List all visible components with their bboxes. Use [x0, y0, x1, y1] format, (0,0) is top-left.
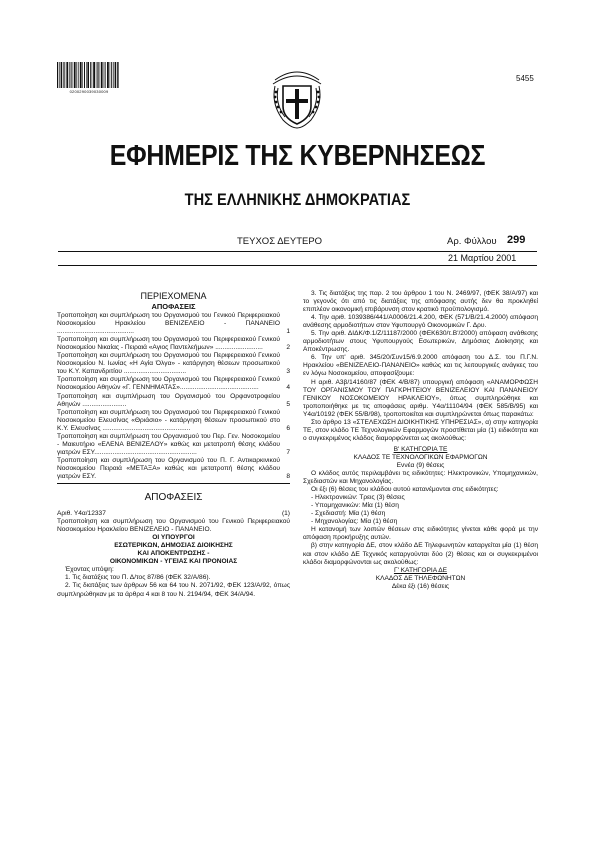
body-paragraph: Ο κλάδος αυτός περιλαμβάνει τις ειδικότητες: Ηλεκτρονικών, Υπομηχανικών, Σχεδιαστών και Μηχανολογίας. — [303, 470, 538, 486]
toc-item[interactable]: Τροποποίηση και συμπλήρωση του Οργανισμού του Π. Γ. Αντικαρκινικού Νοσοκομείου Πειραιά «ΜΕΤΑΞΑ» καθώς και μετατροπή θέσης κλάδου γιατρών ΕΣΥ. 8 — [57, 456, 290, 480]
issue-type: ΤΕΥΧΟΣ ΔΕΥΤΕΡΟ — [237, 236, 323, 247]
body-paragraph: Οι έξι (6) θέσεις του κλάδου αυτού κατανέμονται στις ειδικότητες: — [311, 486, 499, 494]
toc-heading: ΠΕΡΙΕΧΟΜΕΝΑ — [140, 291, 207, 301]
body-paragraph: 3. Τις διατάξεις της παρ. 2 του άρθρου 1 του Ν. 2469/97, (ΦΕΚ 38/Α/97) και το γεγονός ότι από τις διατάξεις της απόφασης αυτής δεν θα προκληθεί επιπλέον οικονομική επιβάρυνση στον κρατικό προϋπολογισμό. — [303, 290, 538, 314]
toc-item[interactable]: Τροποποίηση και συμπλήρωση του Οργανισμού του Περιφερειακού Γενικού Νοσοκομείου Ν. Ιωνίας «Η Αγία Όλγα» - κατάργηση θέσεων προσωπικού του Κ.Υ. Καπανδριτίου .................................. 3 — [57, 352, 290, 376]
positions-count: Δέκα έξι (16) θέσεις — [391, 582, 450, 590]
decision-ref: (1) — [281, 510, 290, 518]
having-in-mind: Έχοντας υπόψη: — [65, 566, 114, 574]
ministers-line: ΕΣΩΤΕΡΙΚΩΝ, ΔΗΜΟΣΙΑΣ ΔΙΟΙΚΗΣΗΣ — [114, 542, 233, 550]
barcode — [57, 62, 119, 88]
branch-heading: ΚΛΑΔΟΣ ΔΕ ΤΗΛΕΦΩΝΗΤΩΝ — [375, 574, 466, 582]
body-paragraph: 4. Την αριθ. 1039386/441/Α0006/21.4.200, ΦΕΚ (571/Β/21.4.2000) απόφαση ανάθεσης αρμοδιοτήτων στον Υφυπουργό Οικονομικών Γ. Δρυ. — [303, 314, 538, 330]
toc-page: 4 — [286, 384, 290, 392]
body-paragraph: 5. Την αριθ. ΔΙΔΚ/Φ.1/Ζ/11187/2000 (ΦΕΚ630/τ.Β'/2000) απόφαση ανάθεσης αρμοδιοτήτων στους Υφυπουργούς Εσωτερικών, Δημόσιας Διοίκησης και Αποκέντρωσης. — [303, 330, 538, 354]
greek-coat-of-arms-emblem — [269, 66, 325, 130]
decisions-heading: ΑΠΟΦΑΣΕΙΣ — [144, 492, 203, 504]
toc-page: 1 — [286, 328, 290, 336]
header-rule-lower — [58, 265, 537, 266]
issue-date: 21 Μαρτίου 2001 — [448, 253, 517, 263]
toc-page: 8 — [286, 472, 290, 480]
toc-list — [57, 312, 290, 481]
ministers-line: ΟΙ ΥΠΟΥΡΓΟΙ — [152, 534, 195, 542]
body-paragraph: Η αριθ. Α3β/14160/87 (ΦΕΚ 4/Β/87) υπουργική απόφαση «ΑΝΑΜΟΡΦΩΣΗ ΤΟΥ ΟΡΓΑΝΙΣΜΟΥ ΤΟΥ ΠΑΓΚΡΗΤΕΙΟΥ ΒΕΝΙΖΕΛΕΙΟΥ ΚΑΙ ΠΑΝΑΝΕΙΟΥ ΓΕΝΙΚΟΥ ΝΟΣΟΚΟΜΕΙΟΥ ΗΡΑΚΛΕΙΟΥ», όπως συμπληρώθηκε και τροποποιήθηκε με τις αποφάσεις αριθμ. Υ4α/11104/94 (ΦΕΚ 585/Β/95) και Υ4α/10192 (ΦΕΚ 55/Β/98), τροποποιείται και συμπληρώνεται όπως παρακάτω: — [303, 378, 538, 418]
gazette-title: ΕΦΗΜΕΡΙΣ ΤΗΣ ΚΥΒΕΡΝΗΣΕΩΣ — [109, 140, 486, 172]
toc-item[interactable]: Τροποποίηση και συμπλήρωση του Οργανισμού του Περ. Γεν. Νοσοκομείου - Μαιευτήριο «ΕΛΕΝΑ ΒΕΝΙΖΕΛΟΥ» καθώς και μετατροπή θέσης κλάδου γιατρών ΕΣΥ........................................................ 7 — [57, 432, 290, 456]
toc-item[interactable]: Τροποποίηση και συμπλήρωση του Οργανισμού του Ορφανοτροφείου Αθηνών ........................ 5 — [57, 392, 290, 408]
spec-list-item: - Σχεδιαστή: Μία (1) θέση — [311, 510, 386, 518]
toc-item[interactable]: Τροποποίηση και συμπλήρωση του Οργανισμού του Γενικού Περιφερειακού Νοσοκομείου Ηρακλείου ΒΕΝΙΖΕΛΕΙΟ - ΠΑΝΑΝΕΙΟ .......................................... 1 — [57, 312, 290, 336]
ministers-line: ΟΙΚΟΝΟΜΙΚΩΝ - ΥΓΕΙΑΣ ΚΑΙ ΠΡΟΝΟΙΑΣ — [109, 558, 238, 566]
category-heading: Γ' ΚΑΤΗΓΟΡΙΑ ΔΕ — [393, 566, 448, 574]
toc-item[interactable]: Τροποποίηση και συμπλήρωση του Οργανισμού του Περιφερειακού Γενικού Νοσοκομείου Ελευσίνας «Θριάσιο» - κατάργηση θέσεων προσωπικού στο Κ.Υ. Ελευσίνας ................................................ 6 — [57, 408, 290, 432]
body-paragraph: 2. Τις διατάξεις των άρθρων 56 και 64 του Ν. 2071/92, ΦΕΚ 123/Α/92, όπως συμπληρώθηκαν με τα άρθρα 4 και 8 του Ν. 2194/94, ΦΕΚ 34/Α/94. — [57, 582, 290, 598]
category-heading: Β' ΚΑΤΗΓΟΡΙΑ ΤΕ — [393, 445, 448, 453]
body-paragraph: Στο άρθρο 13 «ΣΤΕΛΕΧΩΣΗ ΔΙΟΙΚΗΤΙΚΗΣ ΥΠΗΡΕΣΙΑΣ», α) στην κατηγορία ΤΕ, στον κλάδο ΤΕ Τεχνολογικών Εφαρμογών προστίθεται μία (1) ειδικότητα και ο συγκεκριμένος κλάδος διαμορφώνεται ως ακολούθως: — [303, 418, 538, 442]
body-paragraph: Η κατανομή των λοιπών θέσεων στις ειδικότητες γίνεται κάθε φορά με την απόφαση προκήρυξης αυτών. — [303, 526, 538, 542]
section-divider — [57, 483, 290, 484]
toc-page: 3 — [286, 368, 290, 376]
barcode-number: 0200290039030009 — [69, 89, 109, 94]
body-paragraph: β) στην κατηγορία ΔΕ, στον κλάδο ΔΕ Τηλεφωνητών καταργείται μία (1) θέση και στον κλάδο ΔΕ Τεχνικός καταργούνται δύο (2) θέσεις και οι συγκεκριμένοι κλάδοι διαμορφώνονται ως ακολούθως: — [303, 542, 538, 566]
toc-page: 7 — [286, 448, 290, 456]
branch-heading: ΚΛΑΔΟΣ ΤΕ ΤΕΧΝΟΛΟΓΙΚΩΝ ΕΦΑΡΜΟΓΩΝ — [353, 453, 488, 461]
spec-list-item: - Μηχανολογίας: Μία (1) θέση — [311, 518, 398, 526]
toc-page: 5 — [286, 400, 290, 408]
spec-list-item: - Ηλεκτρονικών: Τρεις (3) θέσεις — [311, 494, 405, 502]
left-column — [57, 290, 290, 599]
gazette-subtitle: ΤΗΣ ΕΛΛΗΝΙΚΗΣ ΔΗΜΟΚΡΑΤΙΑΣ — [184, 190, 411, 209]
toc-section-heading: ΑΠΟΦΑΣΕΙΣ — [151, 302, 196, 311]
header-rule — [58, 251, 537, 252]
decision-number-line — [57, 510, 290, 518]
positions-count: Εννέα (9) θέσεις — [396, 461, 445, 469]
ministers-line: ΚΑΙ ΑΠΟΚΕΝΤΡΩΣΗΣ - — [137, 550, 210, 558]
page-number: 5455 — [516, 74, 534, 83]
body-paragraph: 1. Τις διατάξεις του Π. Δ/τος 87/86 (ΦΕΚ 32/Α/86). — [65, 574, 211, 582]
decision-number: Αριθ. Υ4α/12337 — [57, 510, 106, 518]
sheet-label: Αρ. Φύλλου — [447, 236, 497, 247]
toc-page: 2 — [286, 344, 290, 352]
spec-list-item: - Υπομηχανικών: Μία (1) θέση — [311, 502, 399, 510]
toc-item[interactable]: Τροποποίηση και συμπλήρωση του Οργανισμού του Περιφερειακού Γενικού Νοσοκομείου Αθηνών «Γ. ΓΕΝΝΗΜΑΤΑΣ»........................................... 4 — [57, 376, 290, 392]
sheet-number: 299 — [507, 234, 526, 246]
body-paragraph: 6. Την υπ' αριθ. 345/20/Συν15/6.9.2000 απόφαση του Δ.Σ. του Π.Γ.Ν. Ηρακλείου «ΒΕΝΙΖΕΛΕΙΟ-ΠΑΝΑΝΕΙΟ» καθώς και τις λειτουργικές ανάγκες του εν λόγω Νοσοκομείου, αποφασίζουμε: — [303, 354, 538, 378]
right-column — [303, 290, 538, 591]
decision-summary: Τροποποίηση και συμπλήρωση του Οργανισμού του Γενικού Περιφερειακού Νοσοκομείου Ηρακλείου ΒΕΝΙΖΕΛΕΙΟ - ΠΑΝΑΝΕΙΟ. — [57, 518, 290, 534]
toc-item[interactable]: Τροποποίηση και συμπλήρωση του Οργανισμού του Περιφερειακού Γενικού Νοσοκομείου Νικαίας - Πειραιά «Αγιος Παντελεήμων» .......................... 2 — [57, 336, 290, 352]
toc-page: 6 — [286, 424, 290, 432]
